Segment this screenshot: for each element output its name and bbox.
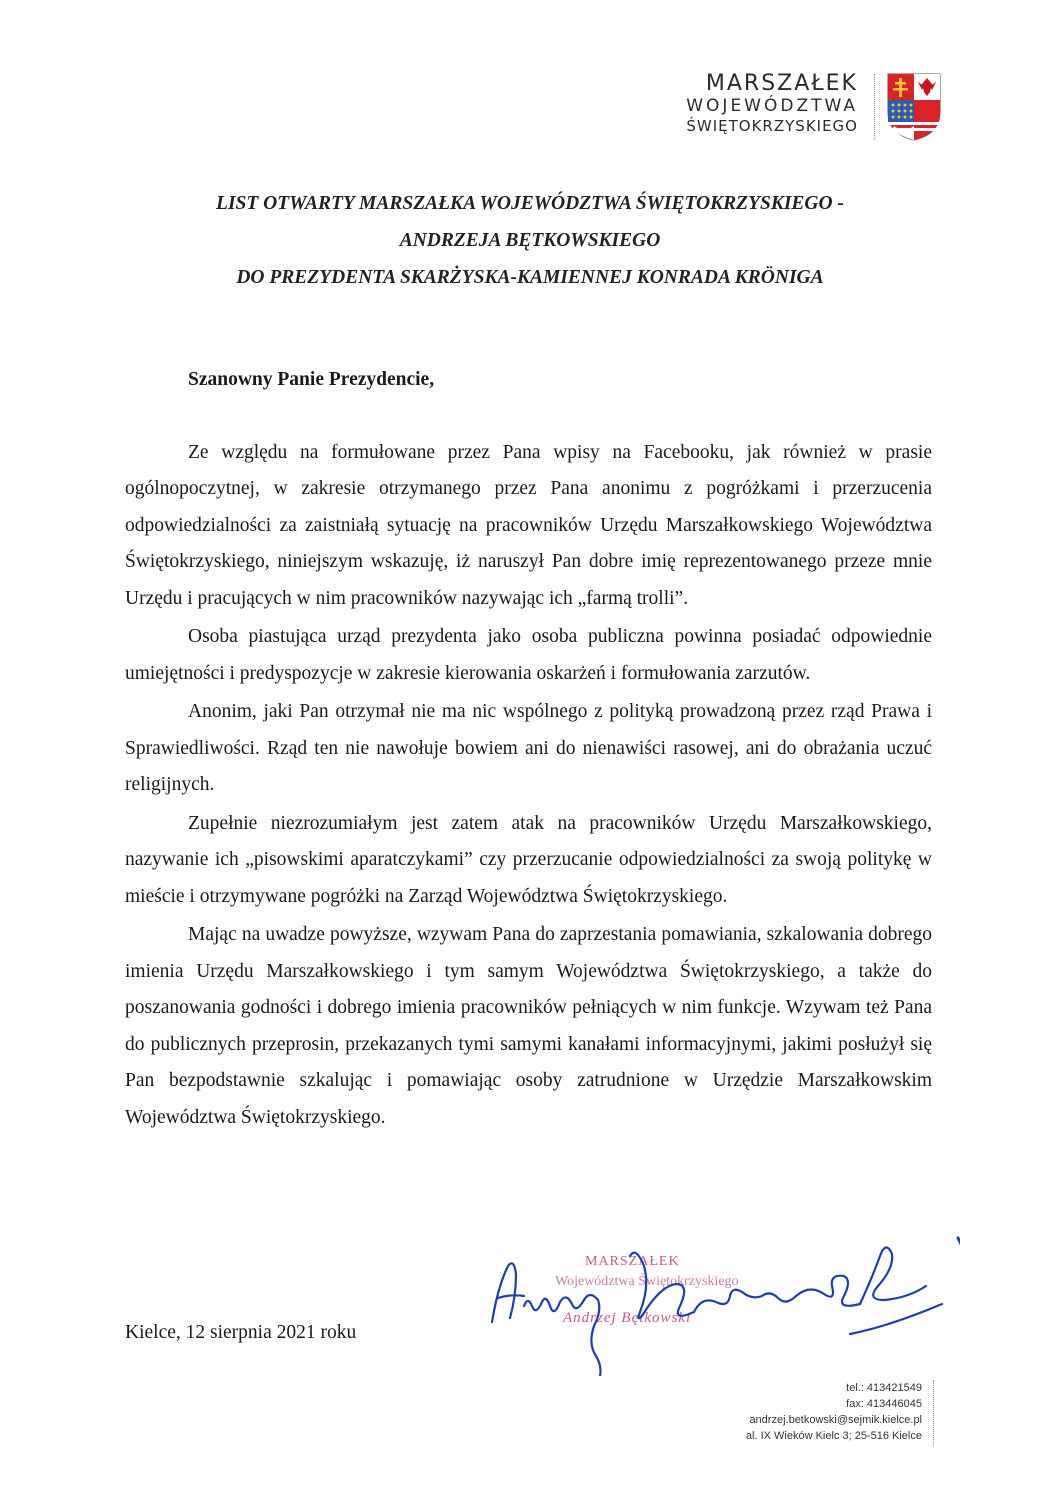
paragraph-3: Anonim, jaki Pan otrzymał nie ma nic wspólnego z polityką prowadzoną przez rząd Prawa i Sprawiedliwości. Rząd ten nie nawołuje bowiem ani do nienawiści rasowej, ani do obrażania uczuć religijnych.: [125, 701, 932, 795]
paragraph-2: Osoba piastująca urząd prezydenta jako osoba publiczna powinna posiadać odpowiednie umiejętności i predyspozycje w zakresie kierowania oskarżeń i formułowania zarzutów.: [125, 626, 932, 684]
title-line-1: LIST OTWARTY MARSZAŁKA WOJEWÓDZTWA ŚWIĘTOKRZYSKIEGO -: [216, 193, 844, 214]
handwritten-signature: [480, 1226, 960, 1376]
contact-divider: [933, 1380, 934, 1446]
stamp-line-3: Andrzej Bętkowski: [563, 1310, 692, 1326]
logo-divider: [874, 74, 876, 140]
paragraph-4: Zupełnie niezrozumiałym jest zatem atak na pracowników Urzędu Marszałkowskiego, nazywanie ich „pisowskimi aparatczykami” czy przerzucanie odpowiedzialności za swoją politykę w mieście i otrzymywane pogróżki na Zarząd Województwa Świętokrzyskiego.: [125, 812, 932, 907]
logo-line-2: WOJEWÓDZTWA: [686, 96, 858, 116]
paragraph-1: Ze względu na formułowane przez Pana wpisy na Facebooku, jak również w prasie ogólnopoczytnej, w zakresie otrzymanego przez Pana anonimu z pogróżkami i przerzucenia odpowiedzialności za zaistniałą sytuację na pracowników Urzędu Marszałkowskiego Województwa Świętokrzyskiego, niniejszym wskazuję, iż naruszył Pan dobre imię reprezentowanego przeze mnie Urzędu i pracujących w nim pracowników nazywając ich „farmą trolli”.: [125, 441, 932, 609]
coat-of-arms-icon: [886, 72, 942, 142]
header-logo: [686, 72, 942, 142]
letter-date: Kielce, 12 sierpnia 2021 roku: [125, 1322, 357, 1343]
salutation: Szanowny Panie Prezydencie,: [188, 369, 435, 390]
contact-tel: tel.: 413421549: [846, 1382, 922, 1394]
contact-email: andrzej.betkowski@sejmik.kielce.pl: [749, 1414, 922, 1426]
title-line-3: DO PREZYDENTA SKARŻYSKA-KAMIENNEJ KONRADA KRÖNIGA: [236, 267, 824, 288]
letter-body: [125, 362, 932, 1138]
stamp-line-2: Województwa Świętokrzyskiego: [555, 1274, 739, 1289]
contact-block: [746, 1380, 922, 1444]
title-line-2: ANDRZEJA BĘTKOWSKIEGO: [399, 230, 661, 251]
logo-text: [686, 72, 858, 136]
paragraph-5: Mając na uwadze powyższe, wzywam Pana do zaprzestania pomawiania, szkalowania dobrego imienia Urzędu Marszałkowskiego i tym samym Województwa Świętokrzyskiego, a także do poszanowania godności i dobrego imienia pracowników pełniących w nim funkcje. Wzywam też Pana do publicznych przeprosin, przekazanych tymi samymi kanałami informacyjnymi, jakimi posłużył się Pan bezpodstawnie szkalując i pomawiając osoby zatrudnione w Urzędzie Marszałkowskim Województwa Świętokrzyskiego.: [125, 924, 932, 1128]
contact-address: al. IX Wieków Kielc 3; 25-516 Kielce: [745, 1430, 922, 1442]
logo-line-3: ŚWIĘTOKRZYSKIEGO: [686, 117, 858, 135]
letter-title: [0, 185, 1060, 296]
logo-line-1: MARSZAŁEK: [705, 71, 858, 96]
contact-fax: fax: 413446045: [846, 1398, 922, 1410]
stamp-line-1: MARSZAŁEK: [585, 1254, 680, 1269]
